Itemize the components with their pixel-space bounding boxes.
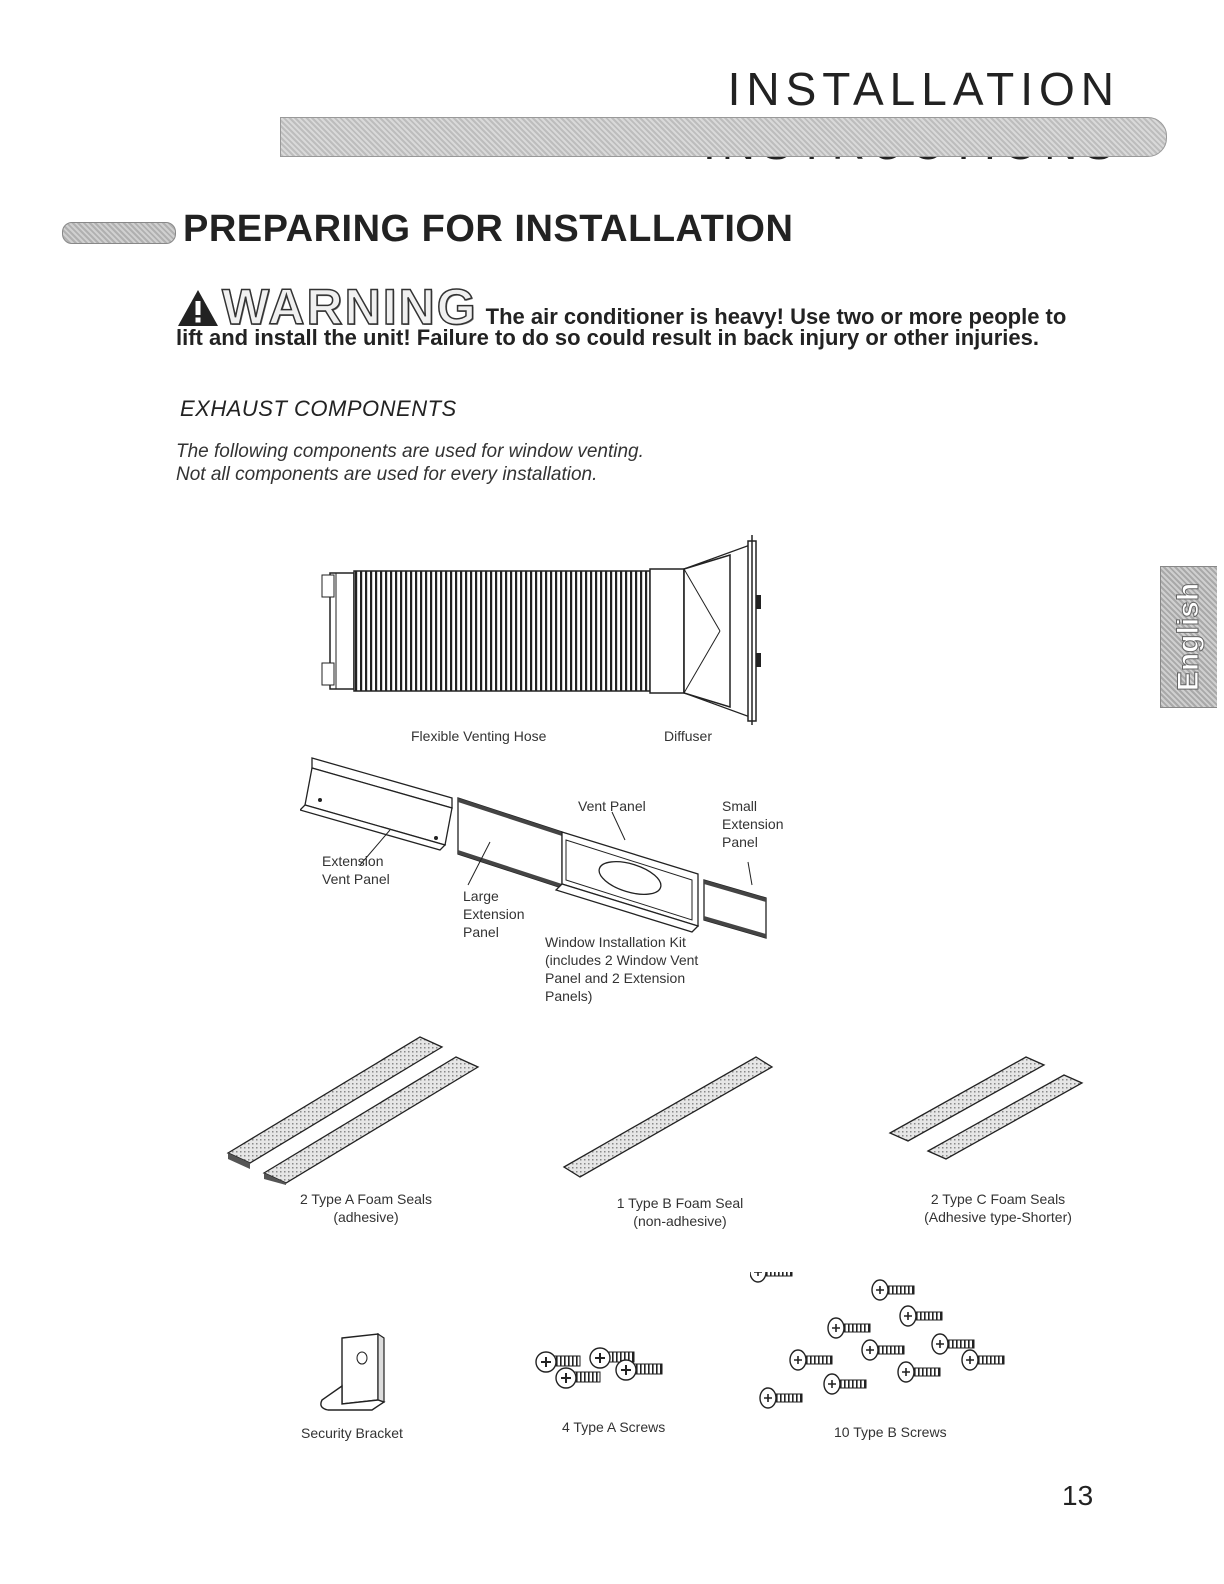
label-vent-panel: Vent Panel [578, 798, 646, 814]
warning-text-line2: lift and install the unit! Failure to do so could result in back injury or other injuries. [176, 325, 1039, 350]
foam-seals-type-a-illustration [220, 1035, 490, 1185]
section-marker [62, 222, 176, 244]
header-bar [280, 117, 1167, 157]
label-type-b-seal: 1 Type B Foam Seal (non-adhesive) [616, 1195, 744, 1229]
label-type-b-screws: 10 Type B Screws [834, 1424, 947, 1440]
label-window-kit: Window Installation Kit (includes 2 Window Vent Panel and 2 Extension Panels) [545, 934, 699, 1004]
section-title: PREPARING FOR INSTALLATION [183, 208, 794, 250]
label-type-a-seals: 2 Type A Foam Seals (adhesive) [299, 1191, 433, 1225]
label-security-bracket: Security Bracket [301, 1425, 403, 1441]
intro-line2: Not all components are used for every installation. [176, 464, 598, 485]
window-kit-illustration [300, 750, 780, 950]
intro-line1: The following components are used for window venting. [176, 441, 644, 462]
label-extension-vent-panel: Extension Vent Panel [322, 853, 390, 887]
label-hose: Flexible Venting Hose [411, 728, 547, 744]
page-header-title: INSTALLATION [727, 63, 1120, 115]
security-bracket-illustration [316, 1330, 396, 1415]
label-diffuser: Diffuser [664, 728, 712, 744]
warning-text-line1: The air conditioner is heavy! Use two or more people to [485, 304, 1067, 329]
label-large-extension: Large Extension Panel [463, 888, 525, 940]
label-small-extension: Small Extension Panel [722, 798, 784, 850]
type-b-screws-illustration [750, 1272, 1030, 1412]
language-tab-label: English [1172, 582, 1205, 692]
language-tab[interactable] [1160, 566, 1217, 708]
subsection-title: EXHAUST COMPONENTS [180, 396, 457, 421]
foam-seals-type-c-illustration [886, 1055, 1086, 1160]
page-number: 13 [1062, 1480, 1094, 1511]
foam-seal-type-b-illustration [560, 1055, 775, 1180]
type-a-screws-illustration [532, 1338, 672, 1398]
label-type-a-screws: 4 Type A Screws [562, 1419, 666, 1435]
label-type-c-seals: 2 Type C Foam Seals (Adhesive type-Shorter) [924, 1191, 1072, 1225]
warning-word: WARNING [222, 279, 478, 335]
hose-diffuser-illustration [320, 535, 780, 725]
